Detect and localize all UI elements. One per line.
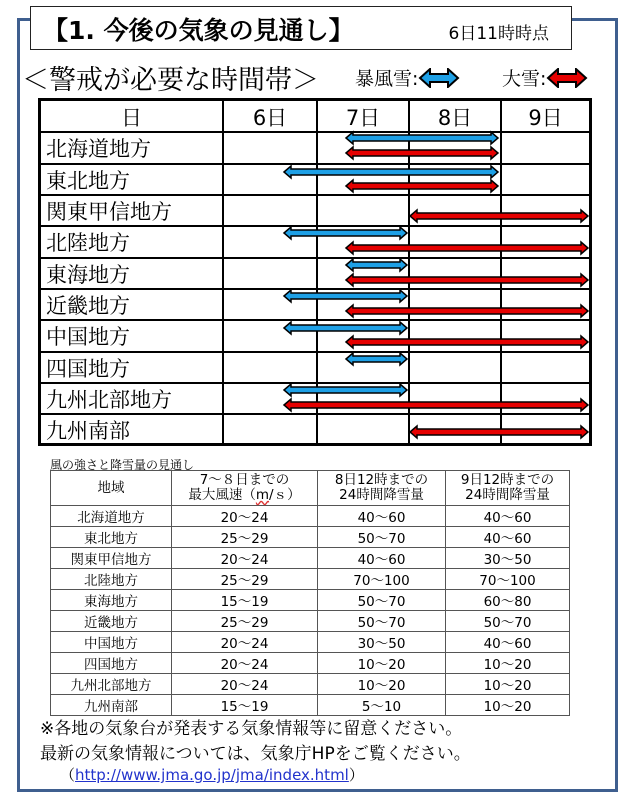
region-label: 九州北部地方	[46, 388, 172, 412]
cell-snow-8: 40～60	[318, 506, 446, 527]
table-row	[51, 506, 570, 527]
region-label: 東北地方	[46, 169, 130, 193]
cell-wind: 20～24	[172, 653, 318, 674]
cell-snow-9: 10～20	[446, 695, 570, 716]
column-header-6: 6日	[252, 106, 288, 130]
blizzard-arrow-shikoku	[346, 353, 407, 365]
blizzard-arrow-kinki	[284, 290, 407, 302]
blizzard-arrow-tokai	[346, 259, 407, 271]
cell-wind: 20～24	[172, 632, 318, 653]
cell-snow-8: 50～70	[318, 611, 446, 632]
region-label: 東海地方	[46, 263, 130, 287]
cell-region: 関東甲信地方	[51, 548, 172, 569]
region-label: 九州南部	[46, 419, 130, 443]
legend-blizzard-label: 暴風雪:	[355, 68, 419, 90]
heavy-snow-arrow-tohoku	[346, 180, 498, 192]
heavy-snow-arrow-kanto-koshin	[410, 210, 588, 222]
region-label: 北陸地方	[46, 231, 130, 255]
table-row	[51, 569, 570, 590]
page-title: 【1. 今後の気象の見通し】	[43, 16, 354, 45]
cell-snow-9: 60～80	[446, 590, 570, 611]
blizzard-arrow-hokuriku	[284, 227, 407, 239]
cell-region: 四国地方	[51, 653, 172, 674]
table-row	[51, 590, 570, 611]
cell-wind: 25～29	[172, 611, 318, 632]
forecast-table-title: 風の強さと降雪量の見通し	[50, 458, 195, 472]
header-region: 地域	[51, 471, 172, 506]
warning-arrows	[41, 101, 589, 443]
region-label: 中国地方	[46, 325, 130, 349]
as-of-timestamp: 6日11時時点	[448, 24, 549, 44]
red-double-arrow-icon	[546, 68, 588, 88]
heavy-snow-arrow-kyushu-south	[410, 426, 588, 438]
cell-snow-9: 70～100	[446, 569, 570, 590]
cell-snow-9: 10～20	[446, 674, 570, 695]
cell-region: 北海道地方	[51, 506, 172, 527]
cell-region: 北陸地方	[51, 569, 172, 590]
forecast-table	[50, 470, 570, 716]
cell-snow-9: 40～60	[446, 527, 570, 548]
cell-snow-8: 50～70	[318, 527, 446, 548]
header-snow-8	[318, 471, 446, 506]
heavy-snow-arrow-hokkaido	[346, 147, 498, 159]
column-header-7: 7日	[345, 106, 381, 130]
table-row	[51, 653, 570, 674]
cell-wind: 15～19	[172, 590, 318, 611]
cell-snow-8: 50～70	[318, 590, 446, 611]
column-header-9: 9日	[528, 106, 563, 130]
heavy-snow-arrow-kinki	[346, 305, 588, 317]
table-row	[51, 695, 570, 716]
cell-region: 東北地方	[51, 527, 172, 548]
blue-double-arrow-icon	[418, 68, 460, 88]
blizzard-arrow-hokkaido	[346, 132, 498, 144]
region-label: 関東甲信地方	[46, 200, 172, 224]
header-unit-m: m	[255, 487, 270, 503]
cell-region: 九州南部	[51, 695, 172, 716]
table-header-row	[51, 471, 570, 506]
header-snow-8-line2: 24時間降雪量	[339, 487, 424, 503]
heavy-snow-arrow-tokai	[346, 274, 588, 286]
column-header-8: 8日	[437, 106, 473, 130]
cell-snow-9: 10～20	[446, 653, 570, 674]
paren-open: （	[60, 766, 76, 784]
title-box	[30, 6, 572, 50]
header-max-wind-line2: 最大風速（	[188, 487, 256, 503]
table-row	[51, 674, 570, 695]
cell-snow-8: 10～20	[318, 674, 446, 695]
region-label: 近畿地方	[46, 294, 130, 318]
header-snow-9-line1: 9日12時までの	[460, 472, 555, 488]
jma-link[interactable]: http://www.jma.go.jp/jma/index.html	[75, 766, 349, 784]
cell-region: 中国地方	[51, 632, 172, 653]
paren-close: ）	[348, 766, 364, 784]
header-max-wind	[172, 471, 318, 506]
legend-blizzard	[355, 64, 460, 91]
section-title: ＜警戒が必要な時間帯＞	[22, 65, 319, 96]
cell-snow-9: 40～60	[446, 506, 570, 527]
cell-snow-8: 70～100	[318, 569, 446, 590]
column-header-day: 日	[121, 106, 142, 130]
cell-region: 近畿地方	[51, 611, 172, 632]
cell-wind: 15～19	[172, 695, 318, 716]
note-line-1: ※各地の気象台が発表する気象情報等に留意ください。	[40, 719, 463, 739]
cell-wind: 20～24	[172, 548, 318, 569]
blizzard-arrow-chugoku	[284, 322, 407, 334]
cell-snow-8: 10～20	[318, 653, 446, 674]
header-snow-9-line2: 24時間降雪量	[465, 487, 550, 503]
cell-snow-8: 40～60	[318, 548, 446, 569]
warning-timeline-grid	[38, 98, 592, 446]
header-max-wind-line1: 7～８日までの	[199, 472, 290, 488]
cell-region: 東海地方	[51, 590, 172, 611]
heavy-snow-arrow-kyushu-north	[284, 399, 588, 411]
region-label: 四国地方	[46, 357, 130, 381]
cell-region: 九州北部地方	[51, 674, 172, 695]
cell-snow-9: 30～50	[446, 548, 570, 569]
note-line-2: 最新の気象情報については、気象庁HPをご覧ください。	[40, 744, 471, 764]
legend-heavy-snow	[502, 64, 588, 91]
cell-wind: 25～29	[172, 527, 318, 548]
cell-wind: 20～24	[172, 674, 318, 695]
cell-snow-8: 30～50	[318, 632, 446, 653]
blizzard-arrow-kyushu-north	[284, 384, 407, 396]
cell-snow-9: 50～70	[446, 611, 570, 632]
header-snow-9	[446, 471, 570, 506]
table-row	[51, 632, 570, 653]
heavy-snow-arrow-chugoku	[346, 336, 588, 348]
legend-heavy-snow-label: 大雪:	[502, 68, 547, 90]
heavy-snow-arrow-hokuriku	[346, 242, 588, 254]
note-link-line	[60, 764, 364, 785]
cell-wind: 20～24	[172, 506, 318, 527]
header-snow-8-line1: 8日12時までの	[334, 472, 429, 488]
blizzard-arrow-tohoku	[284, 166, 498, 178]
cell-snow-9: 40～60	[446, 632, 570, 653]
table-row	[51, 527, 570, 548]
region-label: 北海道地方	[46, 137, 151, 161]
cell-wind: 25～29	[172, 569, 318, 590]
table-row	[51, 611, 570, 632]
cell-snow-8: 5～10	[318, 695, 446, 716]
header-unit-s: /ｓ）	[269, 487, 301, 503]
table-row	[51, 548, 570, 569]
